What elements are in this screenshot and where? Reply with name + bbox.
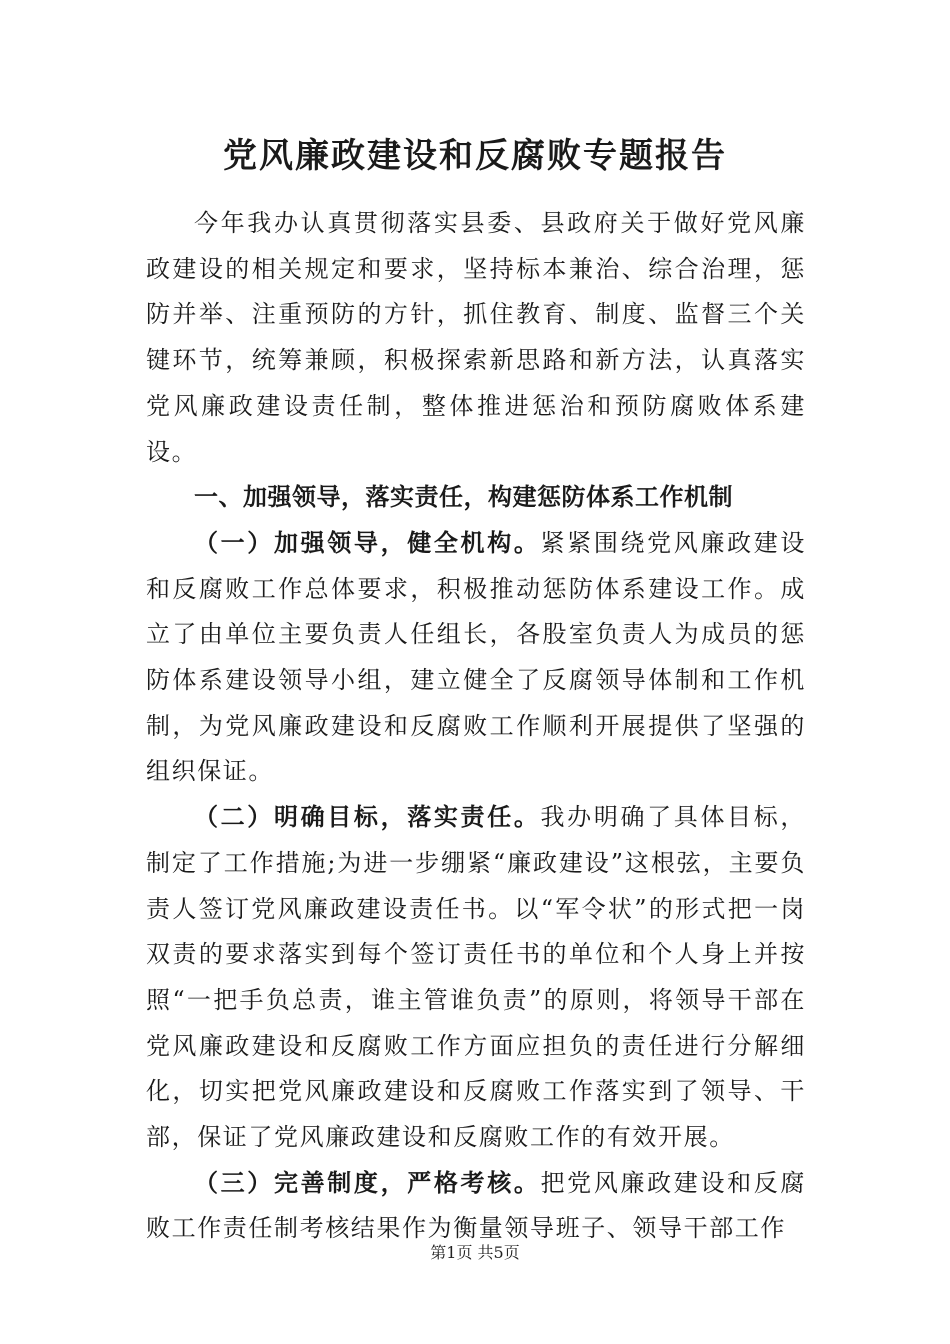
subsection-text-2: 我办明确了具体目标，制定了工作措施;为进一步绷紧“廉政建设”这根弦，主要负责人签订党风廉政建设责任书。以“军令状”的形式把一岗双责的要求落实到每个签订责任书的单位和个人身上并按照“一把手负总责，谁主管谁负责”的原则，将领导干部在党风廉政建设和反腐败工作方面应担负的责任进行分解细化，切实把党风廉政建设和反腐败工作落实到了领导、干部，保证了党风廉政建设和反腐败工作的有效开展。 bbox=[146, 803, 807, 1152]
subsection-text-3: 把党风廉政建设和反腐败工作责任制考核结果作为衡量领导班子、领导干部工作 bbox=[146, 1168, 807, 1243]
document-body bbox=[146, 201, 806, 1252]
subsection-text-1: 紧紧围绕党风廉政建设和反腐败工作总体要求，积极推动惩防体系建设工作。成立了由单位主要负责人任组长，各股室负责人为成员的惩防体系建设领导小组，建立健全了反腐领导体制和工作机制，为党风廉政建设和反腐败工作顺利开展提供了坚强的组织保证。 bbox=[146, 528, 807, 786]
subsection-paragraph-3 bbox=[146, 1161, 806, 1252]
subsection-paragraph-1 bbox=[146, 521, 806, 795]
intro-paragraph: 今年我办认真贯彻落实县委、县政府关于做好党风廉政建设的相关规定和要求，坚持标本兼治、综合治理，惩防并举、注重预防的方针，抓住教育、制度、监督三个关键环节，统筹兼顾，积极探索新思路和新方法，认真落实党风廉政建设责任制，整体推进惩治和预防腐败体系建设。 bbox=[146, 209, 806, 466]
subsection-lead-3: （三）完善制度，严格考核。 bbox=[194, 1168, 541, 1197]
subsection-lead-1: （一）加强领导，健全机构。 bbox=[194, 528, 541, 557]
section-heading-1: 一、加强领导，落实责任，构建惩防体系工作机制 bbox=[194, 483, 733, 512]
page-footer: 第1页 共5页 bbox=[430, 1243, 520, 1262]
subsection-lead-2: （二）明确目标，落实责任。 bbox=[194, 803, 541, 832]
document-title: 党风廉政建设和反腐败专题报告 bbox=[223, 136, 727, 176]
subsection-paragraph-2 bbox=[146, 795, 806, 1161]
